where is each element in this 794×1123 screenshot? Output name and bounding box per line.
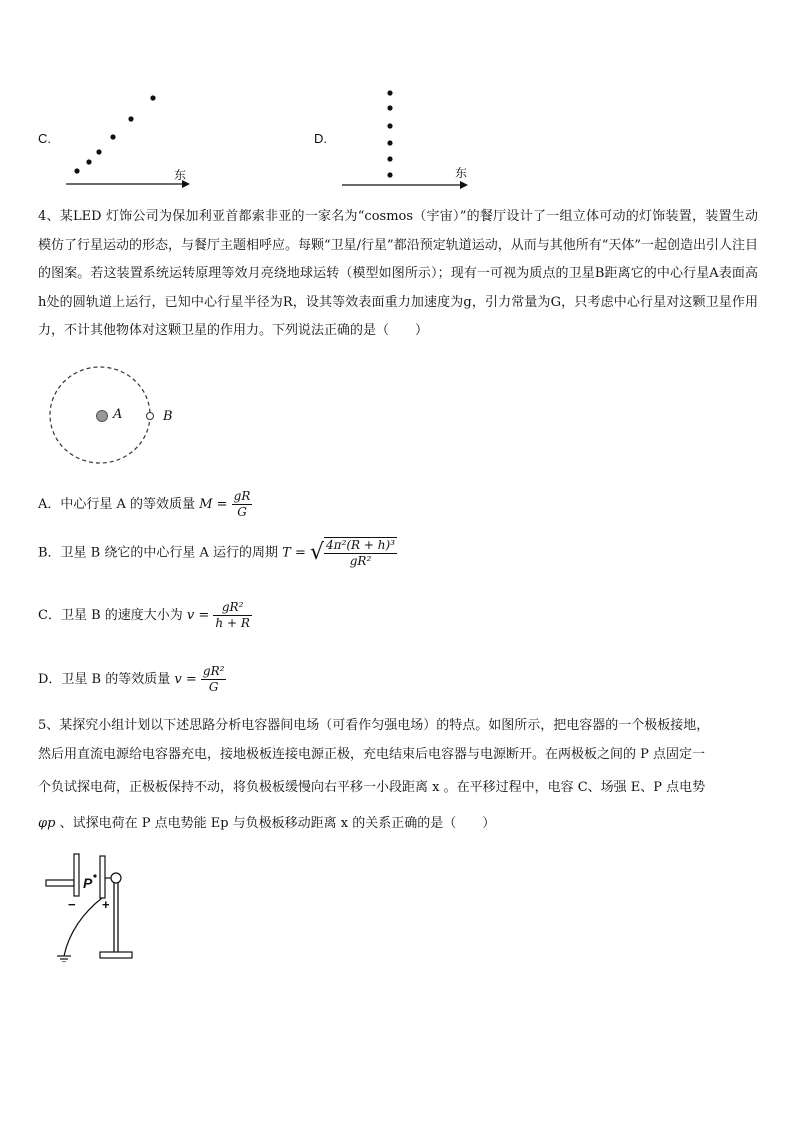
option-b-prefix: B．卫星 B 绕它的中心行星 A 运行的周期 <box>38 545 279 561</box>
axis-arrow-d <box>460 181 468 189</box>
q5-line-4 <box>38 810 495 838</box>
dot <box>387 105 392 110</box>
numerator: 4π²(R + h)³ <box>326 538 395 552</box>
dot <box>150 95 155 100</box>
sqrt-sign: √ <box>310 540 325 565</box>
dot <box>387 123 392 128</box>
option-c-label: C. <box>38 131 51 146</box>
fig-label-plus: + <box>102 897 110 912</box>
phi-p: φp <box>38 816 56 831</box>
option-b-lhs: T = <box>282 545 306 561</box>
point-p <box>93 874 96 877</box>
axis-label-c: 东 <box>174 168 187 182</box>
denominator: h + R <box>215 616 250 630</box>
question-4-text: 4、某LED 灯饰公司为保加利亚首都索非亚的一家名为“cosmos（宇宙）”的餐厅设计了一组立体可动的灯饰装置，装置生动模仿了行星运动的形态，与餐厅主题相呼应。每颗“卫星/行星”都沿预定轨道运动，从而与其他所有“天体”一起创造出引人注目的图案。若这装置系统运转原理等效月亮绕地球运转（模型如图所示）；现有一可视为质点的卫星B距离它的中心行星A表面高h处的圆轨道上运行，已知中心行星半径为R，设其等效表面重力加速度为g，引力常量为G，只考虑中心行星对这颗卫星作用力，不计其他物体对这颗卫星的作用力。下列说法正确的是（ ） <box>38 209 758 338</box>
q5-line-3: 个负试探电荷，正极板保持不动，将负极板缓慢向右平移一小段距离 x 。在平移过程中，电容 C、场强 E、P 点电势 <box>38 780 706 795</box>
fig-label-minus: − <box>68 897 76 912</box>
axis-label-d: 东 <box>455 166 468 180</box>
positive-plate <box>100 856 105 898</box>
capacitor-figure <box>44 852 144 962</box>
planet-a <box>97 411 108 422</box>
dot <box>86 159 91 164</box>
fig-label-p: P <box>83 875 93 891</box>
satellite-b <box>147 413 154 420</box>
negative-plate <box>74 854 79 896</box>
q4-option-c <box>38 600 252 631</box>
q4-option-b <box>38 533 397 573</box>
dot <box>96 149 101 154</box>
q4-option-d <box>38 664 226 695</box>
option-d-prefix: D．卫星 B 的等效质量 <box>38 672 171 687</box>
dot <box>128 116 133 121</box>
option-d-label: D. <box>314 131 327 146</box>
option-a-fraction <box>232 489 253 520</box>
option-c-fraction <box>213 600 251 631</box>
q5-line-4-rest: 、试探电荷在 P 点电势能 Ep 与负极板移动距离 x 的关系正确的是（ ） <box>59 816 496 831</box>
q5-line-1: 5、某探究小组计划以下述思路分析电容器间电场（可看作匀强电场）的特点。如图所示，把电容器的一个极板接地， <box>38 718 710 733</box>
label-a: A <box>113 407 123 422</box>
option-d-fraction <box>201 664 227 695</box>
option-a-lhs: M = <box>199 497 228 512</box>
denominator: G <box>237 505 247 519</box>
label-b: B <box>163 409 173 424</box>
option-a-prefix: A．中心行星 A 的等效质量 <box>38 497 196 512</box>
dot <box>387 90 392 95</box>
denominator: G <box>208 680 219 694</box>
stand-base <box>100 952 132 958</box>
dot <box>387 156 392 161</box>
dot <box>387 140 392 145</box>
numerator: gR² <box>202 664 225 678</box>
q4-option-a <box>38 489 252 520</box>
option-b-fraction <box>324 537 397 569</box>
dot <box>110 134 115 139</box>
numerator: gR <box>233 489 251 503</box>
denominator: gR² <box>349 554 372 568</box>
clamp-knob <box>111 873 121 883</box>
dot <box>74 168 79 173</box>
option-d-lhs: v = <box>174 672 197 687</box>
q5-line-2: 然后用直流电源给电容器充电，接地极板连接电源正极，充电结束后电容器与电源断开。在两极板之间的 P 点固定一 <box>38 747 706 762</box>
numerator: gR² <box>213 600 251 616</box>
option-c-lhs: v = <box>186 608 210 623</box>
option-c-prefix: C．卫星 B 的速度大小为 <box>38 608 183 623</box>
left-rod <box>46 880 74 886</box>
dot <box>387 172 392 177</box>
